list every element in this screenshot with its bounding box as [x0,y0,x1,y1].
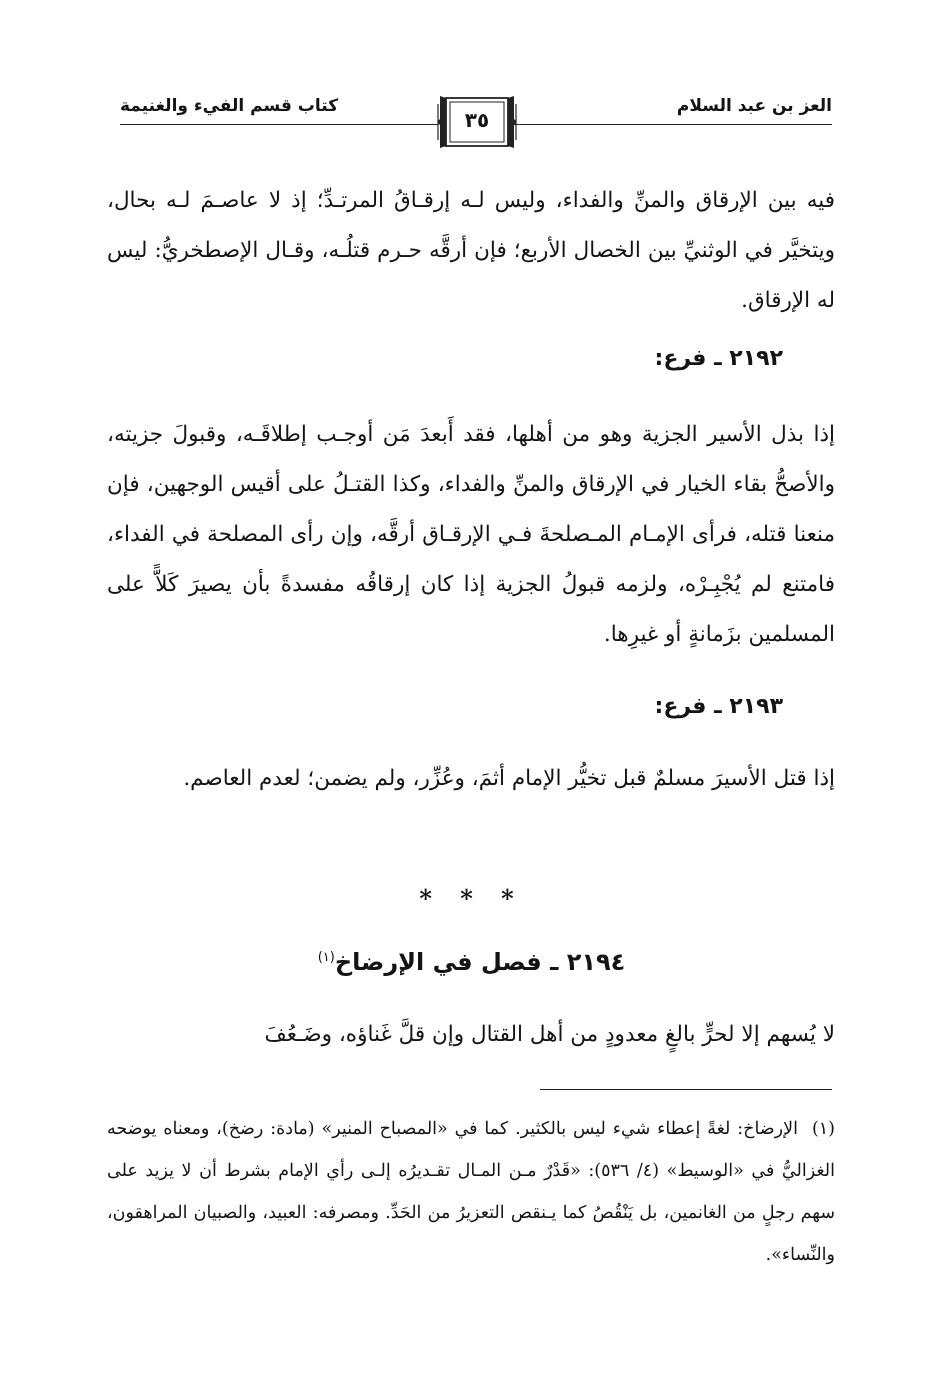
footnote-separator [540,1089,832,1090]
page-number: ٣٥ [464,108,490,132]
paragraph-2193: إذا قتل الأسيرَ مسلمٌ قبل تخيُّر الإمام أثمَ، وعُزِّر، ولم يضمن؛ لعدم العاصم. [183,766,835,791]
section-separator: * * * [419,884,524,913]
heading-2193: ٢١٩٣ ـ فرع: [654,694,783,719]
section-title-2194 [0,948,943,976]
heading-2192: ٢١٩٢ ـ فرع: [654,346,783,371]
header-rule-left [120,124,438,125]
header-rule-right [514,124,832,125]
paragraph-2192: إذا بذل الأسير الجزية وهو من أهلها، فقد أَبعدَ مَن أوجـب إطلاقَـه، وقبولَ جزيته، والأصحُّ بقاء الخيار في الإرقاق والمنِّ والفداء، وكذا القتـلُ على أقيس الوجهين، فإن منعنا قتله، فرأى الإمـام المـصلحةَ فـي الإرقـاق أرقَّه، وإن رأى المصلحة في الفداء، فامتنع لم يُجْبِـرْه، ولزمه قبولُ الجزية إذا كان إرقاقُه مفسدةً بأن يصيرَ كَلاًّ على المسلمين بزَمانةٍ أو غيرِها. [107,422,835,647]
page-number-frame [436,92,518,152]
header-book-title: كتاب قسم الفيء والغنيمة [120,96,339,116]
paragraph-opening: فيه بين الإرقاق والمنِّ والفداء، وليس لـه إرقـاقُ المرتـدِّ؛ إذ لا عاصـمَ لـه بحال، ويتخيَّر في الوثنيِّ بين الخصال الأربع؛ فإن أرقَّه حـرم قتلُـه، وقـال الإصطخريُّ: ليس له الإرقاق. [107,188,835,313]
footnote-1 [107,1108,835,1276]
running-header [120,92,832,152]
footnote-text: الإرضاخ: لغةً إعطاء شيء ليس بالكثير. كما في «المصباح المنير» (مادة: رضخ)، ومعناه يوضحه الغزاليُّ في «الوسيط» (٤/ ٥٣٦): «قَدْرٌ مـن المـال تقـديرُه إلـى رأي الإمام بشرط أن لا يزيد على سهم رجلٍ من الغانمين، بل يَنْقُصُ كما يـنقص التعزيرُ من الحَدِّ. ومصرفه: العبيد، والصبيان المراهقون، والنِّساء». [107,1119,835,1265]
section-title-text: ٢١٩٤ ـ فصل في الإرضاخ [334,948,626,976]
footnote-reference: (١) [317,950,335,965]
footnote-mark: (١) [811,1119,835,1139]
header-author: العز بن عبد السلام [676,96,832,116]
paragraph-2194: لا يُسهم إلا لحرٍّ بالغٍ معدودٍ من أهل القتال وإن قلَّ غَناؤه، وضَـعُفَ [264,1022,835,1047]
